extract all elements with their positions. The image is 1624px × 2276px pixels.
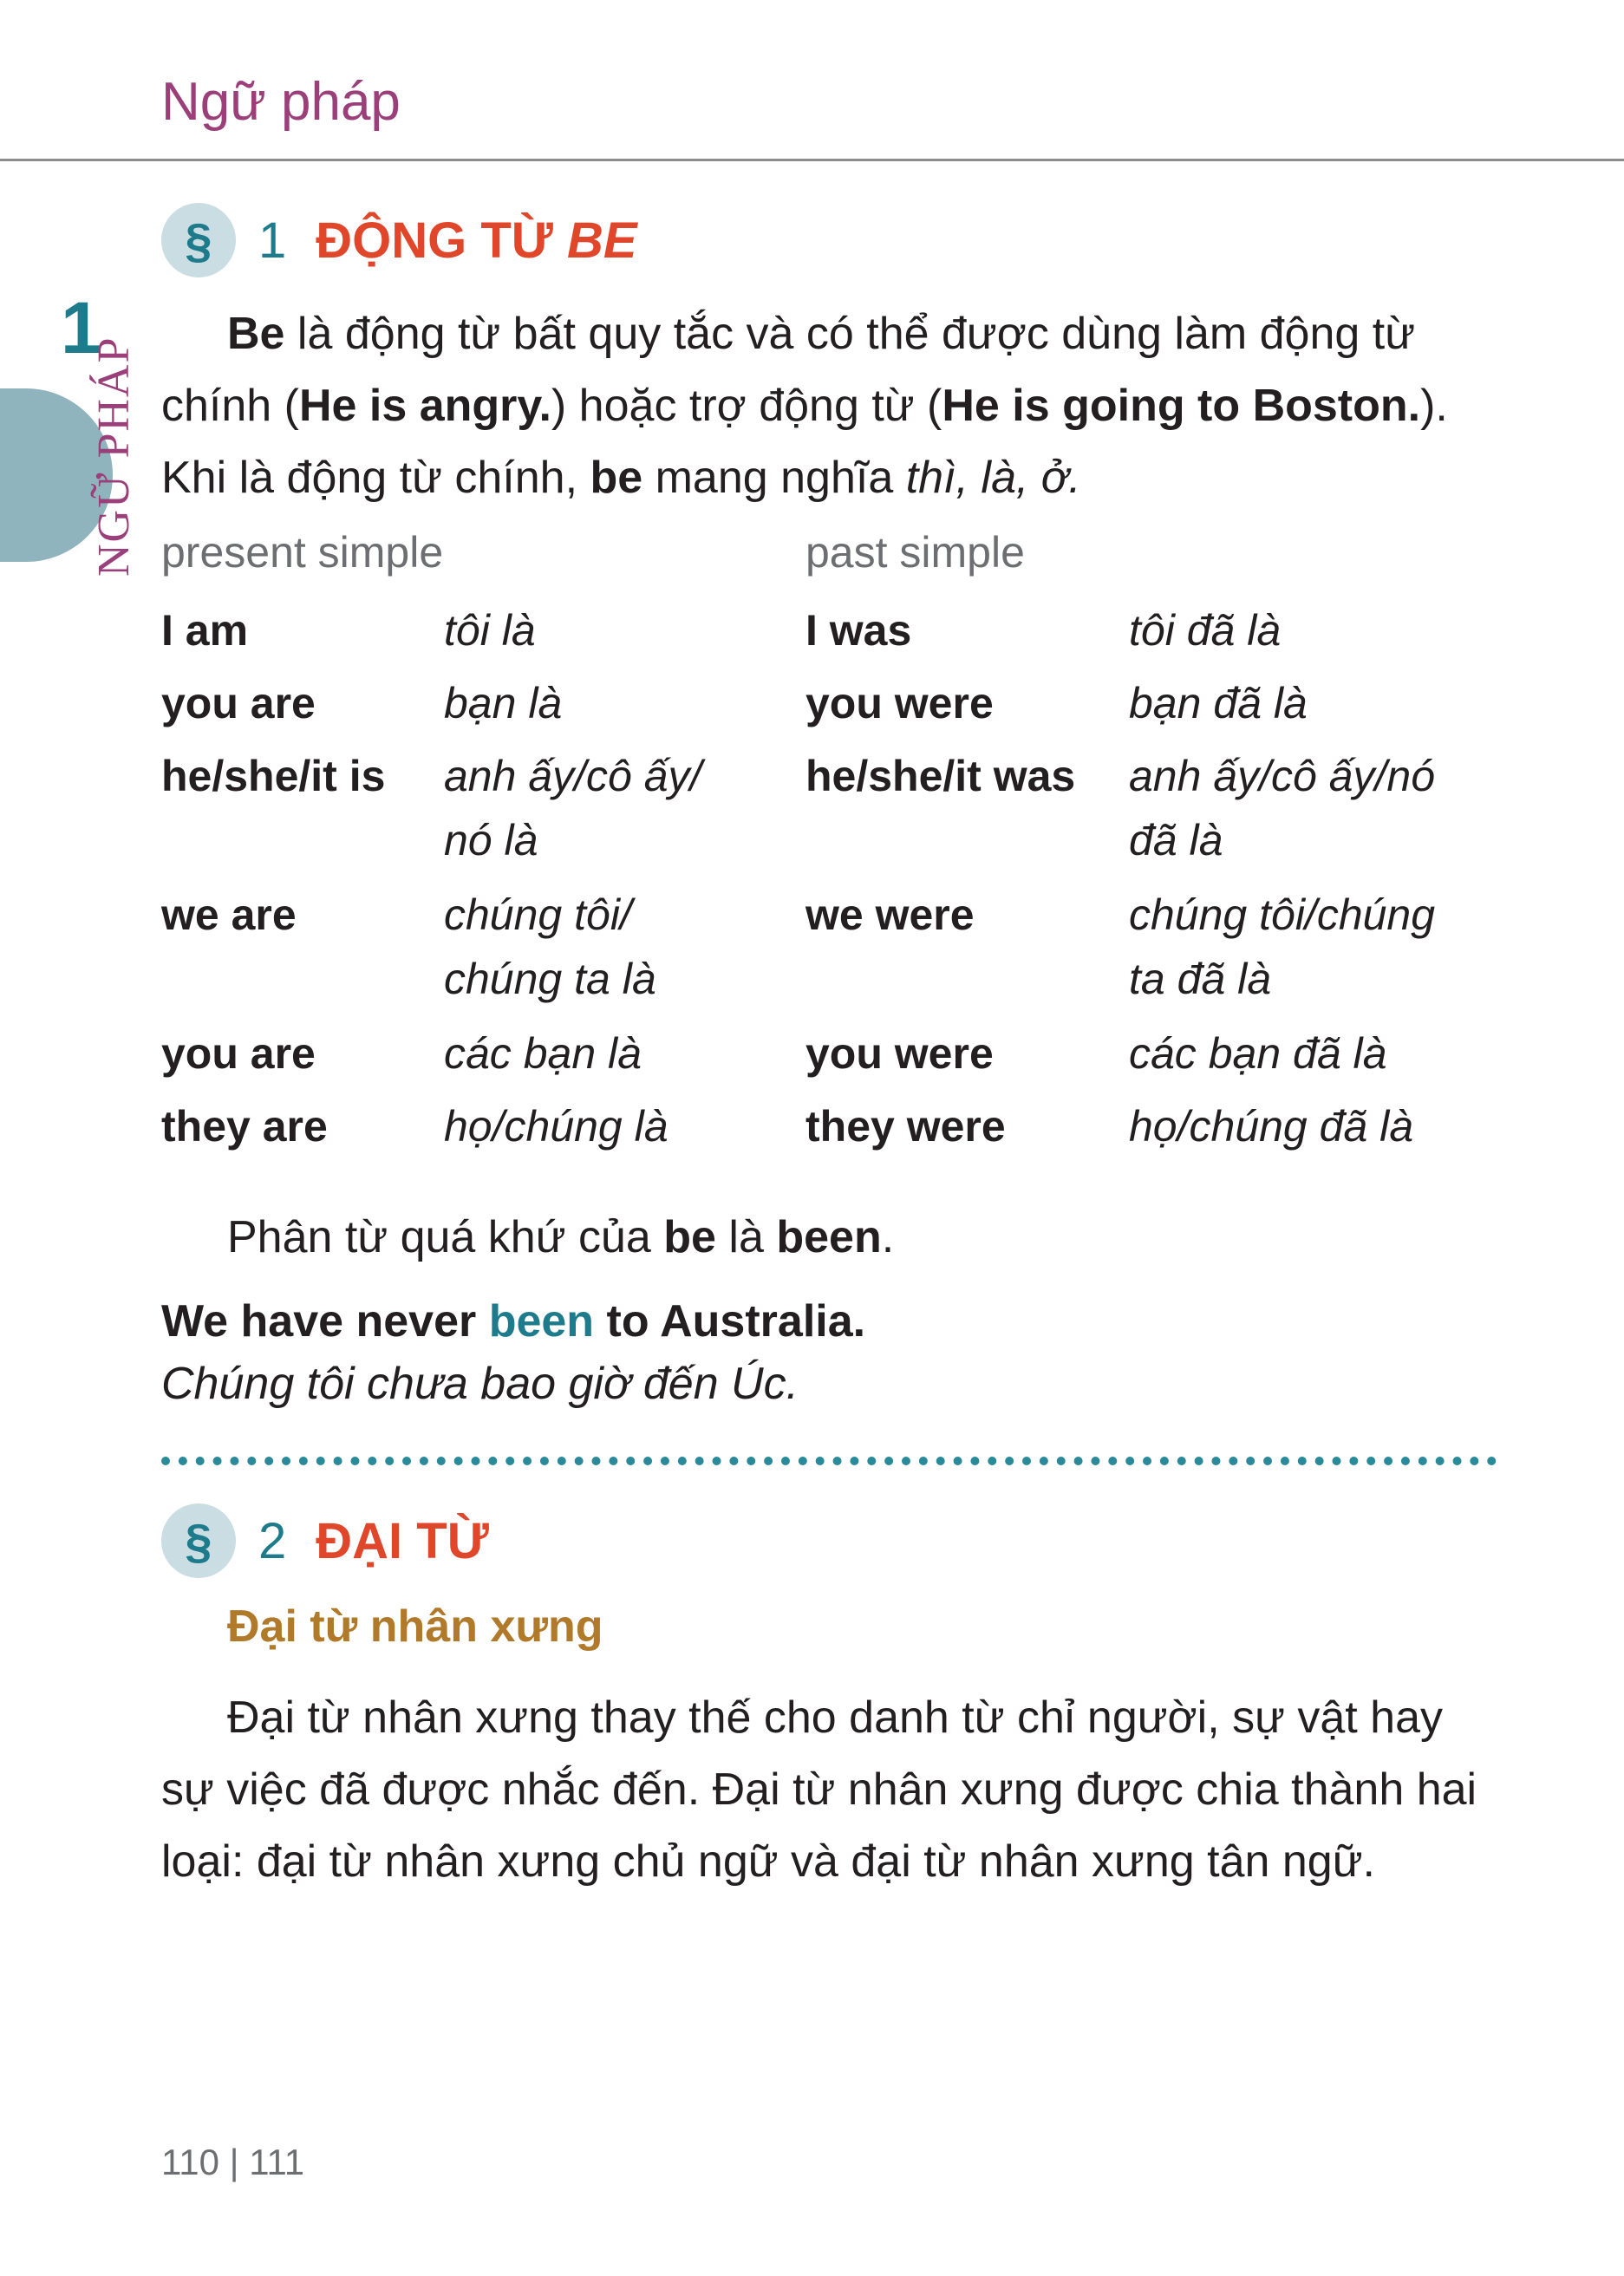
example-text: We have never [161,1296,489,1347]
intro-example: He is angry. [298,381,551,431]
past-participle-note [161,1202,1497,1274]
table-cell-past-vi: anh ấy/cô ấy/nó [1129,752,1436,800]
table-cell-present-en: they are [161,1102,328,1151]
section-title [316,212,636,270]
intro-text: là động từ bất quy tắc và có thể được dùng làm động từ chính ( [161,309,1416,431]
note-term: been [776,1212,882,1262]
table-cell-past-en: you were [805,1029,994,1078]
section-title-text: ĐỘNG TỪ [316,212,568,269]
table-cell-present-vi: tôi là [444,606,536,655]
table-cell-past-vi-cont: ta đã là [1129,955,1272,1003]
table-cell-past-en: we were [805,890,975,939]
section-1-intro [161,298,1497,514]
example-sentence [161,1295,865,1347]
table-cell-present-vi: chúng tôi/ [444,890,632,939]
intro-term: be [590,453,643,503]
section-1-heading [161,203,637,277]
table-cell-present-vi-cont: chúng ta là [444,955,656,1003]
intro-text: mang nghĩa [642,453,906,503]
page-header-title: Ngữ pháp [161,72,401,132]
table-cell-present-en: I am [161,606,249,655]
section-2-body [161,1682,1497,1898]
example-highlight: been [488,1296,595,1347]
table-cell-present-vi: họ/chúng là [444,1102,669,1151]
intro-meaning: thì, là, ở. [905,453,1081,503]
table-cell-past-vi: bạn đã là [1129,679,1308,727]
page-numbers: 110 | 111 [161,2142,305,2182]
note-text: Phân từ quá khứ của [227,1212,664,1262]
chapter-number: 1 [61,287,101,368]
example-text: to Australia. [594,1296,866,1347]
section-divider [161,1457,1497,1465]
section-number: 1 [258,212,287,269]
intro-example: He is going to Boston. [942,381,1421,431]
table-cell-past-vi: chúng tôi/chúng [1129,890,1436,939]
section-title: ĐẠI TỪ [316,1512,489,1569]
section-icon: § [161,203,236,277]
section-icon: § [161,1503,236,1578]
table-cell-past-vi-cont: đã là [1129,816,1223,864]
note-term: be [663,1212,716,1262]
table-cell-present-vi: anh ấy/cô ấy/ [444,752,702,800]
table-cell-past-vi: các bạn đã là [1129,1029,1387,1078]
table-cell-present-vi-cont: nó là [444,816,538,864]
table-cell-past-en: you were [805,679,994,727]
table-cell-present-vi: bạn là [444,679,563,727]
table-cell-present-en: you are [161,679,316,727]
table-cell-present-vi: các bạn là [444,1029,642,1078]
section-number: 2 [258,1512,287,1569]
subsection-heading: Đại từ nhân xưng [227,1601,603,1652]
note-text: . [881,1212,895,1262]
header-divider [0,159,1624,161]
intro-term: Be [227,309,285,359]
intro-text: ). Khi là động từ chính, [161,381,1448,503]
example-translation: Chúng tôi chưa bao giờ đến Úc. [161,1359,799,1409]
table-cell-past-vi: họ/chúng đã là [1129,1102,1414,1151]
table-cell-past-en: he/she/it was [805,752,1076,800]
table-cell-past-en: I was [805,606,912,655]
body-text: Đại từ nhân xưng thay thế cho danh từ chỉ người, sự vật hay sự việc đã được nhắc đến. Đại từ nhân xưng được chia thành hai loại: đại từ nhân xưng chủ ngữ và đại từ nhân xưng tân ngữ. [161,1692,1477,1887]
side-section-label: NGỮ PHÁP [89,336,139,577]
intro-text: ) hoặc trợ động từ ( [551,381,942,431]
section-2-heading [161,1503,489,1578]
note-text: là [715,1212,777,1262]
present-simple-header: present simple [161,528,444,577]
table-cell-past-en: they were [805,1102,1006,1151]
table-cell-past-vi: tôi đã là [1129,606,1282,655]
table-cell-present-en: he/she/it is [161,752,386,800]
past-simple-header: past simple [805,528,1025,577]
section-title-italic: BE [567,212,637,269]
table-cell-present-en: you are [161,1029,316,1078]
table-cell-present-en: we are [161,890,297,939]
